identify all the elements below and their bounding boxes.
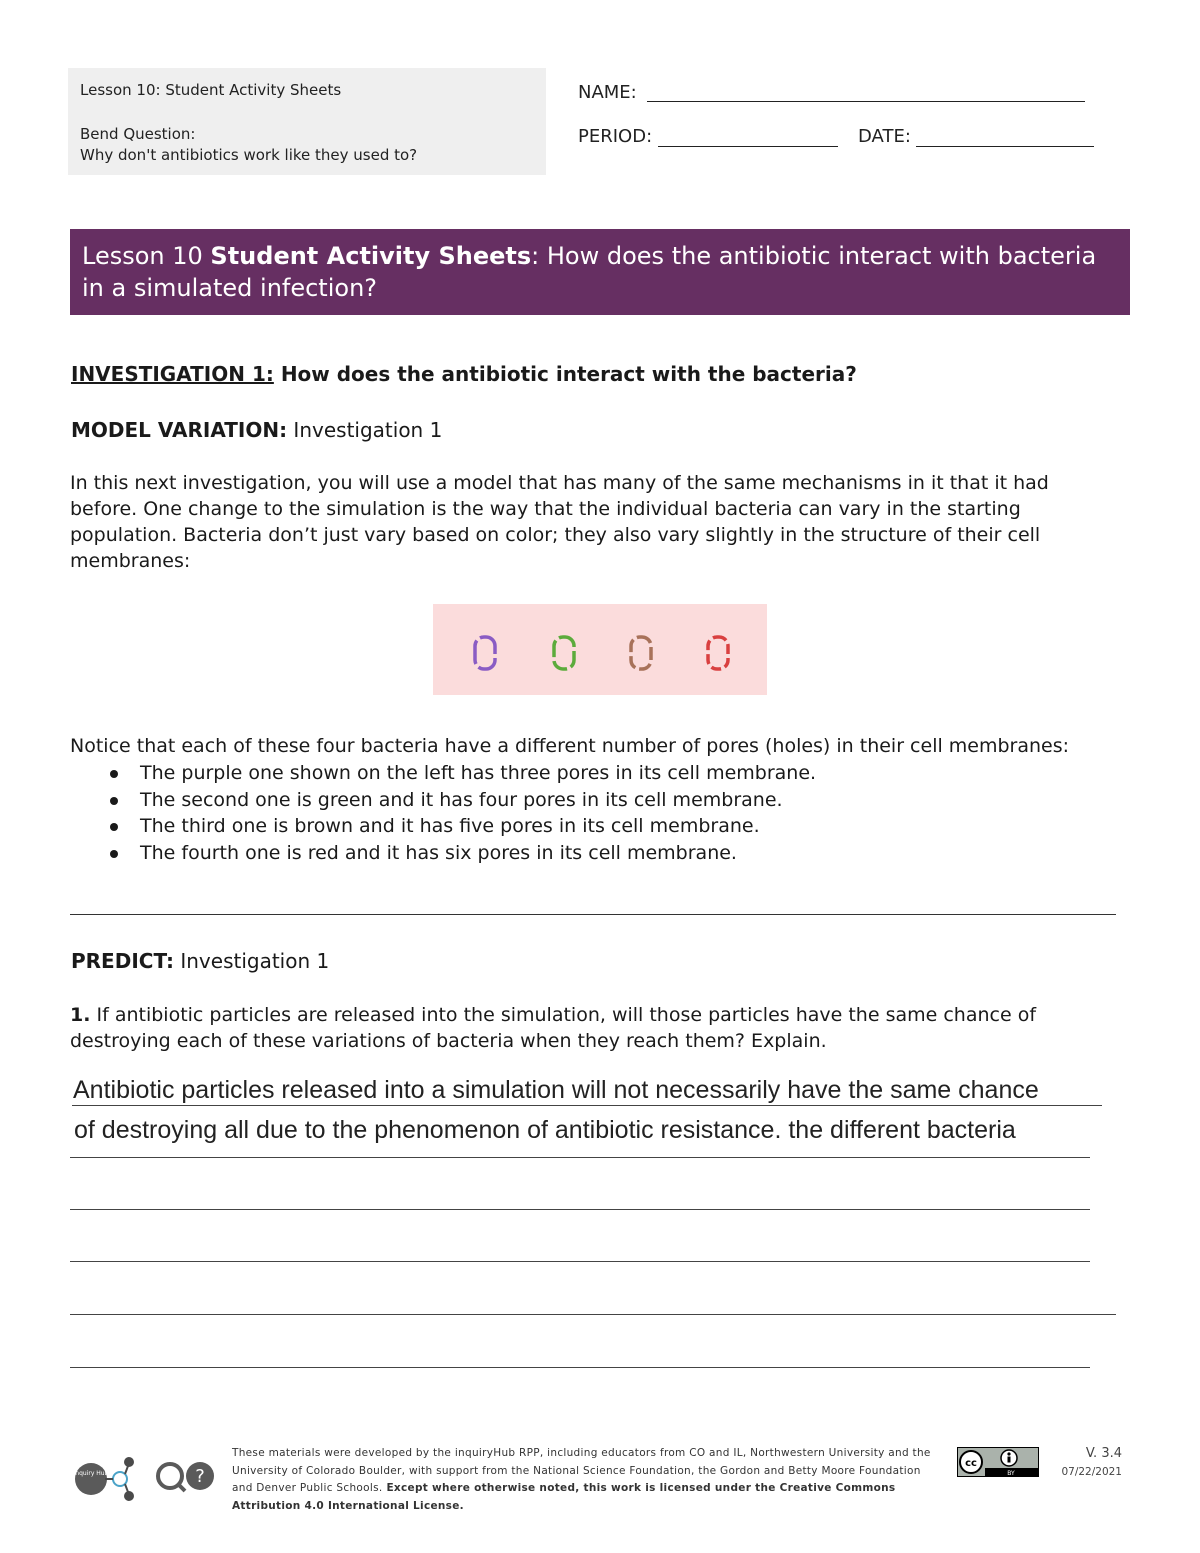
date-field[interactable] xyxy=(916,146,1094,147)
logo-text-inquiry: inquiry Hub xyxy=(74,1470,109,1477)
model-variation-value: Investigation 1 xyxy=(287,418,443,442)
answer-field[interactable] xyxy=(70,1157,1090,1158)
answer-field[interactable] xyxy=(70,1261,1090,1262)
answer-field[interactable] xyxy=(70,1209,1090,1210)
footer-license-text: Except where otherwise noted, this work is licensed under the Creative Commons Attribution 4.0 International License. xyxy=(232,1482,896,1512)
lesson-line: Lesson 10: Student Activity Sheets xyxy=(80,81,342,99)
by-icon: BY xyxy=(1007,1470,1015,1477)
bacterium-green xyxy=(554,637,574,669)
bend-question: Why don't antibiotics work like they used to? xyxy=(80,146,418,164)
bacterium-brown xyxy=(631,637,651,669)
cc-icon: cc xyxy=(965,1458,977,1469)
bullet-icon xyxy=(110,797,118,805)
answer-field[interactable] xyxy=(70,1367,1090,1368)
footer-credits xyxy=(232,1445,944,1515)
inquiry-hub-logo xyxy=(74,1450,136,1506)
answer-line-1[interactable]: Antibiotic particles released into a simulation will not necessarily have the same chance xyxy=(73,1076,1039,1104)
bacteria-svg xyxy=(433,604,767,695)
predict-label: PREDICT: xyxy=(71,949,174,973)
notice-text: Notice that each of these four bacteria have a different number of pores (holes) in their cell membranes: xyxy=(70,735,1070,757)
list-item: The purple one shown on the left has three pores in its cell membrane. xyxy=(70,760,1130,787)
bacteria-bullet-list xyxy=(70,760,1130,866)
question-number: 1. xyxy=(70,1004,91,1026)
bacteria-figure xyxy=(433,604,767,695)
model-variation-label: MODEL VARIATION: xyxy=(71,418,288,442)
bullet-icon xyxy=(110,823,118,831)
investigation-question: How does the antibiotic interact with the bacteria? xyxy=(273,362,857,386)
date-label: DATE: xyxy=(858,126,911,147)
investigation-heading xyxy=(71,362,857,386)
bacterium-red xyxy=(708,637,728,669)
investigation-label: INVESTIGATION 1: xyxy=(71,362,274,386)
version-label: V. 3.4 xyxy=(1085,1446,1122,1461)
model-variation-heading xyxy=(71,418,442,442)
period-label: PERIOD: xyxy=(578,126,653,147)
title-bold: Student Activity Sheets xyxy=(210,242,532,270)
list-item: The third one is brown and it has five pores in its cell membrane. xyxy=(70,813,1130,840)
title-rest: : How does the antibiotic interact with bacteria in a simulated infection? xyxy=(82,242,1097,302)
intro-paragraph: In this next investigation, you will use a model that has many of the same mechanisms in it that it had before. One change to the simulation is the way that the individual bacteria can vary in the starting population. Bacteria don’t just vary based on color; they also vary slightly in the structure of their cell membranes: xyxy=(70,472,1049,572)
question-search-logo xyxy=(154,1460,216,1494)
answer-field[interactable] xyxy=(70,1314,1116,1315)
header-info-box xyxy=(68,68,546,175)
footer-credits-main: These materials were developed by the inquiryHub RPP, including educators from CO and IL, Northwestern University and the University of Colorado Boulder, with support from the National Science Foundation, the Gordon and Betty Moore Foundation and Denver Public Schools. xyxy=(232,1447,931,1494)
name-label: NAME: xyxy=(578,82,637,103)
predict-value: Investigation 1 xyxy=(174,949,330,973)
cc-by-license-badge[interactable] xyxy=(957,1447,1039,1477)
question-1 xyxy=(70,1002,1110,1054)
question-text: If antibiotic particles are released into the simulation, will those particles have the same chance of destroying each of these variations of bacteria when they reach them? Explain. xyxy=(70,1004,1037,1052)
answer-line-2[interactable]: of destroying all due to the phenomenon of antibiotic resistance. the different bacteria xyxy=(74,1116,1016,1144)
predict-heading xyxy=(71,949,329,973)
version-date: 07/22/2021 xyxy=(1061,1466,1122,1478)
list-item: The fourth one is red and it has six pores in its cell membrane. xyxy=(70,840,1130,867)
bacterium-purple xyxy=(475,637,495,669)
list-item: The second one is green and it has four pores in its cell membrane. xyxy=(70,787,1130,814)
section-divider xyxy=(70,914,1116,915)
bend-label: Bend Question: xyxy=(80,125,196,143)
svg-text:?: ? xyxy=(195,1466,205,1487)
bullet-icon xyxy=(110,770,118,778)
period-field[interactable] xyxy=(658,146,838,147)
title-prefix: Lesson 10 xyxy=(82,242,211,270)
answer-underline xyxy=(72,1105,1102,1106)
lesson-title-bar xyxy=(70,229,1130,315)
name-field[interactable] xyxy=(647,101,1085,102)
bullet-icon xyxy=(110,850,118,858)
